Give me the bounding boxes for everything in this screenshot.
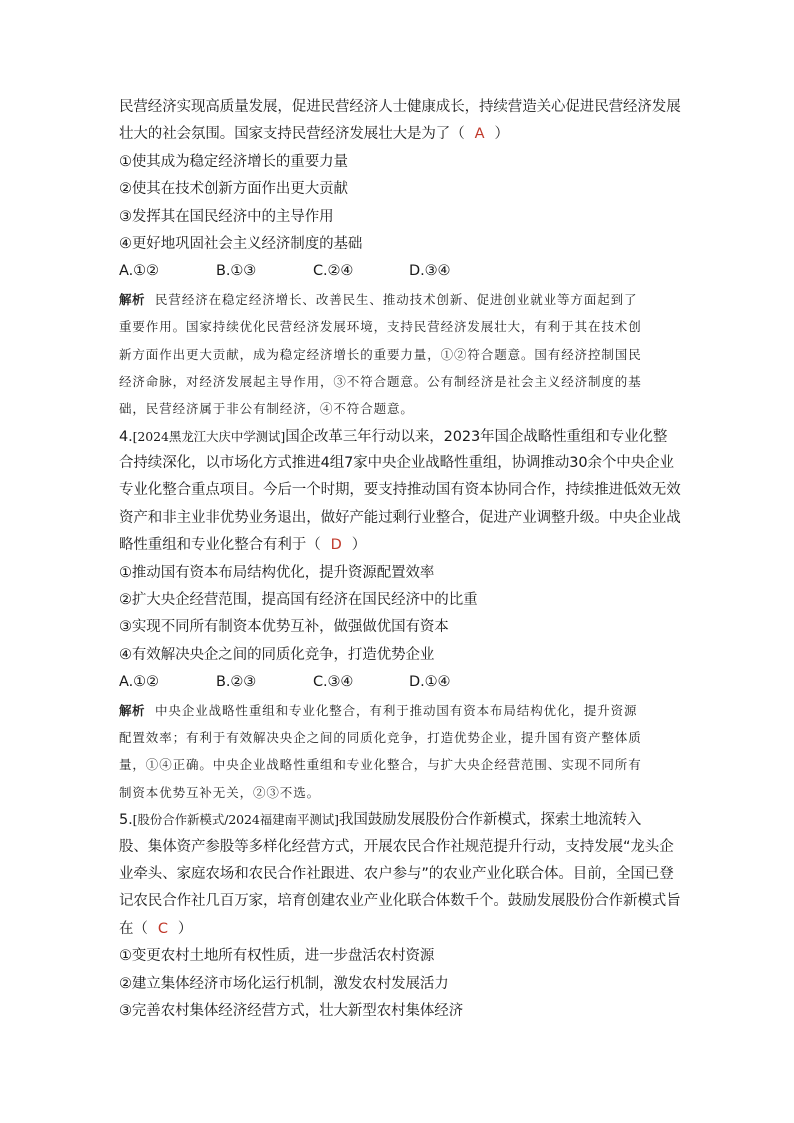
q5-stem-line-1: 5.[股份合作新模式/2024福建南平测试]我国鼓励发展股份合作新模式，探索土地流转入 (119, 812, 642, 829)
content (119, 94, 681, 1025)
q5-number: 5. (119, 812, 133, 829)
q5-stem-line-4: 记农民合作社几百万家，培育创建农业产业化联合体数千个。鼓励发展股份合作新模式旨 (119, 893, 681, 910)
q4-source: [2024黑龙江大庆中学测试] (132, 428, 286, 444)
q3-explanation-line-4: 经济命脉，对经济发展起主导作用，③不符合题意。公有制经济是社会主义经济制度的基 (119, 373, 642, 389)
q4-stem-line-4: 资产和非主业非优势业务退出，做好产能过剩行业整合，促进产业调整升级。中央企业战 (119, 509, 681, 526)
q3-explanation-line-5: 础，民营经济属于非公有制经济，④不符合题意。 (119, 401, 414, 417)
q3-explanation-line-3: 新方面作出更大贡献，成为稳定经济增长的重要力量，①②符合题意。国有经济控制国民 (119, 346, 642, 362)
q3-explanation-label: 解析 (119, 291, 146, 307)
q4-stem-line-1: 4.[2024黑龙江大庆中学测试]国企改革三年行动以来，2023年国企战略性重组和专业化整 (119, 428, 668, 445)
q4-choice-1: ①推动国有资本布局结构优化，提升资源配置效率 (119, 564, 435, 581)
q3-stem-line-1: 民营经济实现高质量发展，促进民营经济人士健康成长，持续营造关心促进民营经济发展 (119, 99, 681, 115)
q4-options (119, 669, 675, 696)
q4-stem-line-2: 合持续深化，以市场化方式推进4组7家中央企业战略性重组，协调推动30余个中央企业 (119, 455, 674, 472)
q5-stem-line-5: 在（ C ） (119, 920, 193, 937)
q5-stem-line-2: 股、集体资产参股等多样化经营方式，开展农民合作社规范提升行动，支持发展“龙头企 (119, 838, 674, 855)
q3-choice-1: ①使其成为稳定经济增长的重要力量 (119, 153, 348, 170)
q4-explanation-line-2: 配置效率；有利于有效解决央企之间的同质化竞争，打造优势企业，提升国有资产整体质 (119, 729, 642, 745)
q3-choice-2: ②使其在技术创新方面作出更大贡献 (119, 181, 348, 198)
q5-choice-1: ①变更农村土地所有权性质，进一步盘活农村资源 (119, 948, 435, 965)
q4-option-b: B.②③ (216, 674, 257, 691)
q4-stem-line-3: 专业化整合重点项目。今后一个时期，要支持推动国有资本协同合作，持续推进低效无效 (119, 482, 681, 499)
q4-explanation-line-4: 制资本优势互补无关，②③不选。 (119, 784, 321, 800)
q4-option-a: A.①② (119, 674, 159, 691)
question-4 (119, 423, 681, 806)
q3-answer: A (474, 126, 485, 143)
q3-explanation-line-2: 重要作用。国家持续优化民营经济发展环境，支持民营经济发展壮大，有利于其在技术创 (119, 319, 642, 335)
q4-answer: D (330, 537, 342, 554)
q4-option-d: D.①④ (409, 674, 451, 691)
question-5 (119, 806, 681, 1025)
q3-stem-line-2: 壮大的社会氛围。国家支持民营经济发展壮大是为了（ A ） (119, 126, 509, 143)
q4-explanation-label: 解析 (119, 702, 146, 718)
q3-choice-4: ④更好地巩固社会主义经济制度的基础 (119, 235, 363, 252)
q4-stem-line-5: 略性重组和专业化整合有利于（ D ） (119, 537, 367, 554)
q4-explanation-line-3: 量，①④正确。中央企业战略性重组和专业化整合，与扩大央企经营范围、实现不同所有 (119, 757, 642, 773)
q5-stem-line-3: 业牵头、家庭农场和农民合作社跟进、农户参与”的农业产业化联合体。目前，全国已登 (119, 865, 674, 882)
q3-explanation-line-1: 解析 民营经济在稳定经济增长、改善民生、推动技术创新、促进创业就业等方面起到了 (119, 291, 638, 307)
q5-answer: C (157, 920, 168, 937)
q5-choice-3: ③完善农村集体经济经营方式，壮大新型农村集体经济 (119, 1002, 464, 1019)
q3-option-c: C.②④ (313, 263, 354, 280)
q3-option-d: D.③④ (409, 263, 451, 280)
q3-choice-3: ③发挥其在国民经济中的主导作用 (119, 208, 334, 225)
q4-explanation-line-1: 解析 中央企业战略性重组和专业化整合，有利于推动国有资本布局结构优化，提升资源 (119, 702, 638, 718)
q3-option-b: B.①③ (216, 263, 257, 280)
q3-option-a: A.①② (119, 263, 159, 280)
q5-source: [股份合作新模式/2024福建南平测试] (132, 812, 339, 828)
q4-option-c: C.③④ (313, 674, 354, 691)
q3-options (119, 258, 675, 285)
q4-choice-4: ④有效解决央企之间的同质化竞争，打造优势企业 (119, 646, 435, 663)
q4-choice-2: ②扩大央企经营范围，提高国有经济在国民经济中的比重 (119, 592, 478, 609)
q4-number: 4. (119, 428, 133, 445)
question-3 (119, 94, 681, 423)
q4-choice-3: ③实现不同所有制资本优势互补，做强做优国有资本 (119, 619, 449, 636)
q5-choice-2: ②建立集体经济市场化运行机制，激发农村发展活力 (119, 975, 449, 992)
